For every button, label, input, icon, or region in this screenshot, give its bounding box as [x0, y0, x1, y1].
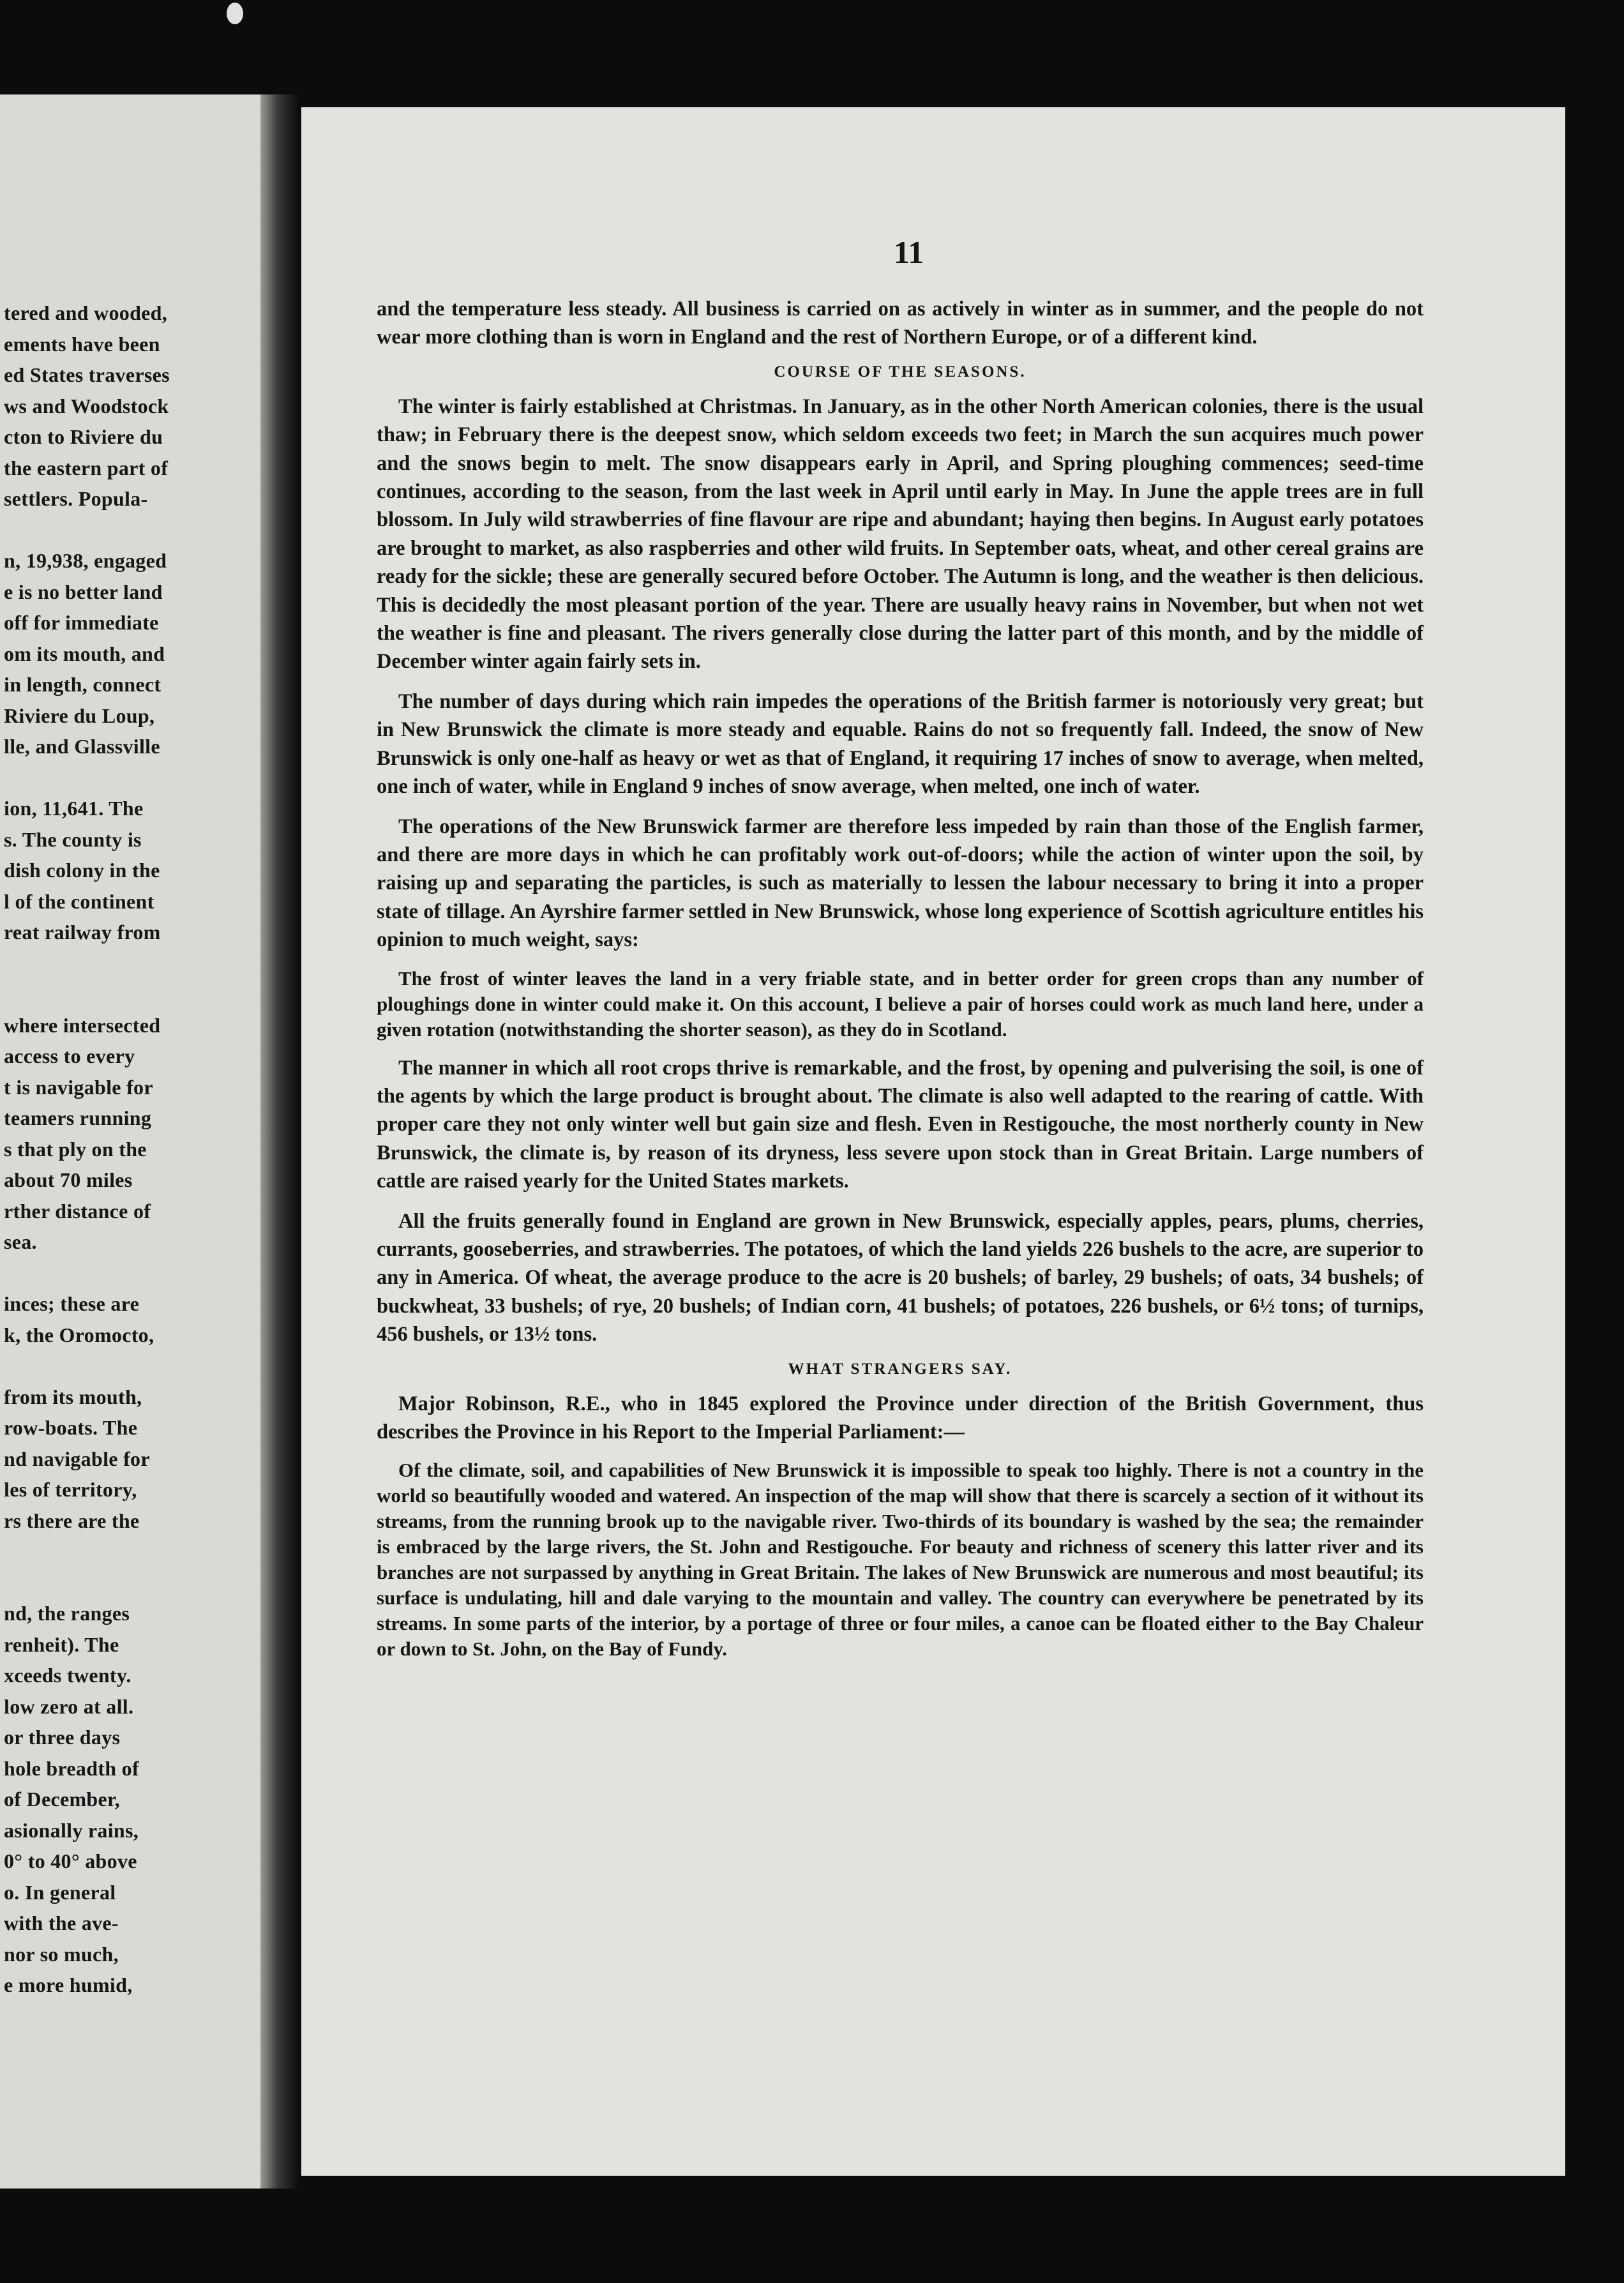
left-page-line: ion, 11,641. The	[4, 797, 144, 820]
paragraph-root-crops: The manner in which all root crops thrive is remarkable, and the frost, by opening and pulverising the soil, is one of the agents by which the large product is brought about. The climate is also well adapted to the rearing of cattle. With proper care they not only winter well but gain size and flesh. Even in Restigouche, the most northerly county in New Brunswick, the climate is, by reason of its dryness, less severe upon stock than in Great Britain. Large numbers of cattle are raised yearly for the United States markets.	[377, 1056, 1424, 1193]
quote-major-robinson: Of the climate, soil, and capabilities of New Brunswick it is impossible to speak too highly. There is not a country in the world so beautifully wooded and watered. An inspection of the map will show that there is scarcely a section of it without its streams, from the running brook up to the navigable river. Two-thirds of its boundary is washed by the sea; the remainder is embraced by the large rivers, the St. John and Restigouche. For beauty and richness of scenery this latter river and its branches are not surpassed by anything in Great Britain. The lakes of New Brunswick are numerous and most beautiful; its surface is undulating, hill and dale varying to the mountain and valley. The country can everywhere be penetrated by its streams. In some parts of the interior, by a portage of three or four miles, a canoe can be floated either to the Bay Chaleur or down to St. John, on the Bay of Fundy.	[377, 1459, 1424, 1661]
left-page-line: e more humid,	[4, 1973, 133, 1996]
left-page-line: ements have been	[4, 332, 160, 356]
left-page-line: l of the continent	[4, 889, 154, 913]
left-page-line: s that ply on the	[4, 1137, 147, 1161]
left-page-line: hole breadth of	[4, 1756, 139, 1780]
left-page-line: rs there are the	[4, 1509, 140, 1532]
left-page-line: n, 19,938, engaged	[4, 549, 167, 572]
left-page-line: ed States traverses	[4, 363, 170, 386]
quote-ayrshire-farmer: The frost of winter leaves the land in a very friable state, and in better order for green crops than any number of ploughings done in winter could make it. On this account, I believe a pair of horses could work as much land here, under a given rotation (notwithstanding the shorter season), as they do in Scotland.	[377, 967, 1424, 1041]
left-page-line: sea.	[4, 1230, 37, 1253]
left-page-line: nd navigable for	[4, 1447, 150, 1470]
left-page-line: dish colony in the	[4, 859, 160, 882]
right-page	[301, 107, 1565, 2176]
left-page-line: xceeds twenty.	[4, 1664, 132, 1687]
paragraph-farmer-operations: The operations of the New Brunswick farmer are therefore less impeded by rain than those of the English farmer, and there are more days in which he can profitably work out-of-doors; while the action of winter upon the soil, by raising up and separating the particles, is such as materially to lessen the labour necessary to bring it into a proper state of tillage. An Ayrshire farmer settled in New Brunswick, whose long experience of Scottish agriculture entitles his opinion to much weight, says:	[377, 815, 1424, 952]
left-page-line: ws and Woodstock	[4, 394, 169, 418]
left-page-line: row-boats. The	[4, 1416, 138, 1439]
left-page-line: t is navigable for	[4, 1075, 153, 1099]
paragraph-major-robinson: Major Robinson, R.E., who in 1845 explored the Province under direction of the British Government, thus describes the Province in his Report to the Imperial Parliament:—	[377, 1392, 1424, 1443]
left-page-line: 0° to 40° above	[4, 1850, 137, 1872]
left-page-line: lle, and Glassville	[4, 735, 160, 758]
left-page-line: nor so much,	[4, 1942, 119, 1966]
left-page-line: access to every	[4, 1044, 135, 1067]
left-facing-page	[0, 94, 274, 2189]
left-page-line: in length, connect	[4, 673, 162, 696]
left-page-line: les of territory,	[4, 1478, 137, 1501]
left-page-line: s. The county is	[4, 827, 142, 851]
left-page-line: low zero at all.	[4, 1694, 134, 1718]
section-heading-strangers: WHAT STRANGERS SAY.	[788, 1360, 1012, 1378]
left-page-line: about 70 miles	[4, 1168, 133, 1191]
left-page-line: renheit). The	[4, 1632, 119, 1656]
left-page-line: tered and wooded,	[4, 301, 168, 324]
left-page-line: o. In general	[4, 1880, 116, 1904]
page-gutter	[260, 94, 299, 2189]
left-page-line: or three days	[4, 1726, 121, 1749]
left-page-line: reat railway from	[4, 921, 161, 944]
left-page-line: cton to Riviere du	[4, 425, 163, 448]
paragraph-fruits-yields: All the fruits generally found in England are grown in New Brunswick, especially apples, pears, plums, cherries, currants, gooseberries, and strawberries. The potatoes, of which the land yields 226 bushels to the acre, are superior to any in America. Of wheat, the average produce to the acre is 20 bushels; of barley, 29 bushels; of oats, 34 bushels; of buckwheat, 33 bushels; of rye, 20 bushels; of Indian corn, 41 bushels; of potatoes, 226 bushels, or 6½ tons; of turnips, 456 bushels, or 13½ tons.	[377, 1209, 1424, 1346]
left-page-line: teamers running	[4, 1106, 152, 1129]
left-page-line: om its mouth, and	[4, 642, 165, 665]
left-page-line: settlers. Popula-	[4, 487, 148, 510]
left-page-line: where intersected	[4, 1013, 161, 1037]
intro-paragraph: and the temperature less steady. All business is carried on as actively in winter as in summer, and the people do not wear more clothing than is worn in England and the rest of Northern Europe, or of a different kind.	[377, 298, 1424, 349]
left-page-line: of December,	[4, 1788, 120, 1811]
left-page-line: nd, the ranges	[4, 1602, 130, 1625]
left-page-line: from its mouth,	[4, 1385, 142, 1408]
left-page-line: off for immediate	[4, 611, 159, 634]
scan-speck	[227, 3, 243, 24]
left-page-line: with the ave-	[4, 1911, 119, 1934]
paragraph-winter: The winter is fairly established at Christmas. In January, as in the other North American colonies, there is the usual thaw; in February there is the deepest snow, which seldom exceeds two feet; in March the sun acquires much power and the snows begin to melt. The snow disappears early in April, and Spring ploughing commences; seed-time continues, according to the season, from the last week in April until early in May. In June the apple trees are in full blossom. In July wild strawberries of fine flavour are ripe and abundant; haying then begins. In August early potatoes are brought to market, as also raspberries and other wild fruits. In September oats, wheat, and other cereal grains are ready for the sickle; these are generally secured before October. The Autumn is long, and the weather is then delicious. This is decidedly the most pleasant portion of the year. There are usually heavy rains in November, but when not wet the weather is fine and pleasant. The rivers generally close during the latter part of this month, and by the middle of December winter again fairly sets in.	[377, 395, 1424, 674]
left-page-line: k, the Oromocto,	[4, 1323, 154, 1346]
left-page-line: asionally rains,	[4, 1818, 139, 1842]
section-heading-seasons: COURSE OF THE SEASONS.	[774, 363, 1026, 380]
left-page-line: e is no better land	[4, 580, 163, 603]
page-body	[377, 295, 1424, 1662]
left-page-line: Riviere du Loup,	[4, 704, 155, 727]
page-number: 11	[894, 234, 924, 270]
paragraph-rain-days: The number of days during which rain impedes the operations of the British farmer is notoriously very great; but in New Brunswick the climate is more steady and equable. Rains do not so frequently fall. Indeed, the snow of New Brunswick is only one-half as heavy or wet as that of England, it requiring 17 inches of snow to average, when melted, one inch of water, while in England 9 inches of snow average, when melted, one inch of water.	[377, 689, 1424, 799]
left-page-line: inces; these are	[4, 1292, 140, 1315]
left-page-line: the eastern part of	[4, 456, 169, 479]
left-page-line: rther distance of	[4, 1199, 151, 1223]
